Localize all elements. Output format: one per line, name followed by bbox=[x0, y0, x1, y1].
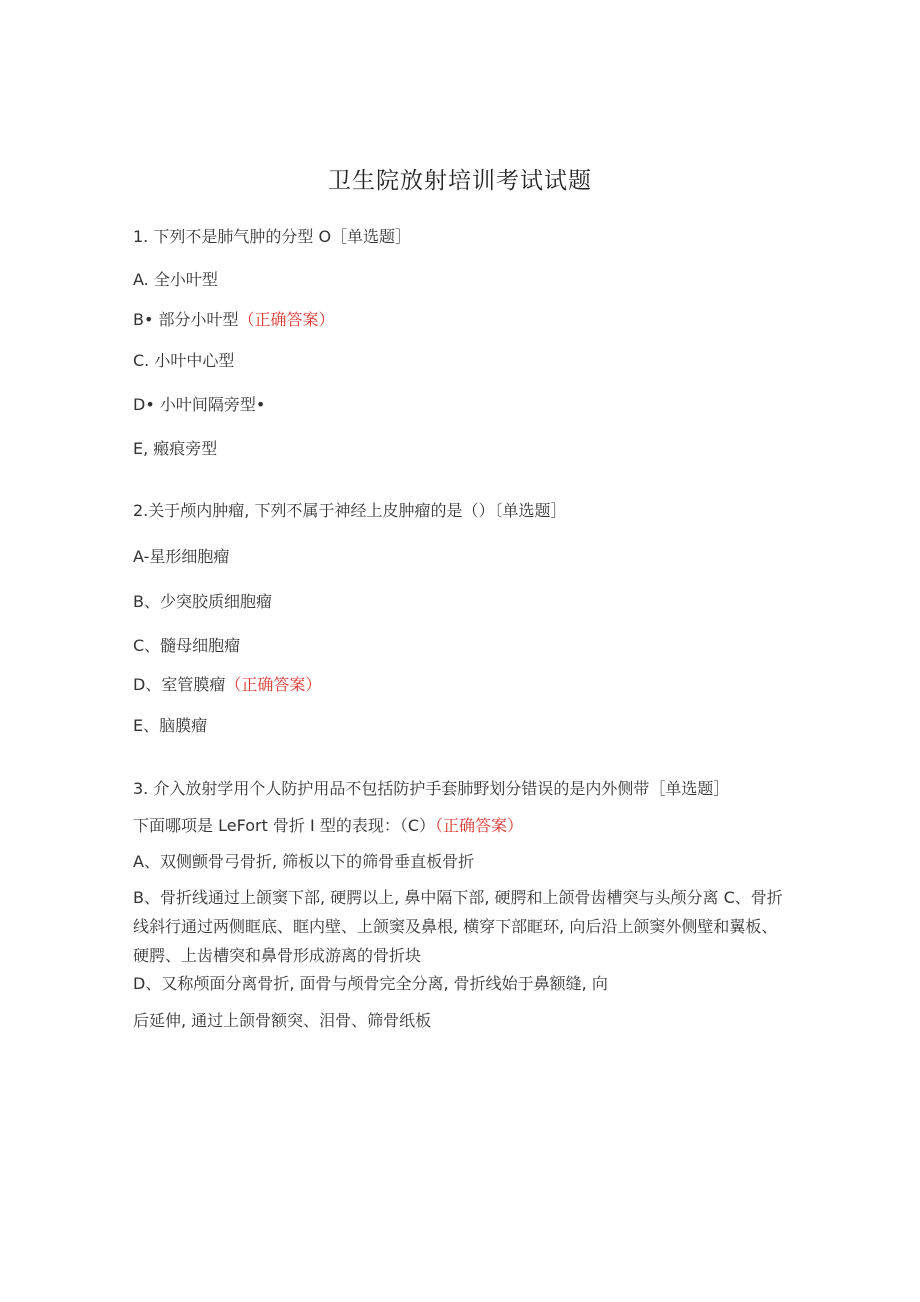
q3-option-b-c: B、骨折线通过上颌窦下部, 硬腭以上, 鼻中隔下部, 硬腭和上颌骨齿槽突与头颅分离 C、骨折线斜行通过两侧眶底、眶内壁、上颌窦及鼻根, 横穿下部眶环, 向后沿上颌窦外侧壁和翼板、硬腭、上齿槽突和鼻骨形成游离的骨折块 bbox=[133, 888, 783, 965]
q2-option-e: E、脑膜瘤 bbox=[133, 716, 208, 735]
q1-option-c: C. 小叶中心型 bbox=[133, 351, 235, 370]
question-2-text: 2.关于颅内肿瘤, 下列不属于神经上皮肿瘤的是（）〔单选题］ bbox=[133, 501, 567, 520]
q1-option-b bbox=[133, 310, 335, 330]
q2-option-c: C、髓母细胞瘤 bbox=[133, 636, 241, 655]
q1-option-b-text: B• 部分小叶型 bbox=[133, 310, 239, 329]
q2-option-b: B、少突胶质细胞瘤 bbox=[133, 592, 272, 611]
q2-option-a: A-星形细胞瘤 bbox=[133, 547, 230, 566]
q1-option-d: D• 小叶间隔旁型• bbox=[133, 395, 266, 414]
q3-option-d-continued: 后延伸, 通过上颌骨额突、泪骨、筛骨纸板 bbox=[133, 1011, 432, 1030]
question-1-text: 1. 下列不是肺气肿的分型 O［单选题］ bbox=[133, 227, 412, 246]
correct-answer-tag: （正确答案） bbox=[238, 310, 335, 329]
q1-option-e: E, 瘢痕旁型 bbox=[133, 439, 218, 458]
q2-option-d bbox=[133, 675, 321, 695]
question-3-text: 3. 介入放射学用个人防护用品不包括防护手套肺野划分错误的是内外侧带［单选题］ bbox=[133, 779, 730, 798]
q1-option-a: A. 全小叶型 bbox=[133, 270, 218, 289]
question-3-subquestion bbox=[133, 816, 523, 836]
correct-answer-tag: （正确答案） bbox=[225, 675, 322, 694]
q2-option-d-text: D、室管膜瘤 bbox=[133, 675, 226, 694]
q3-option-d: D、又称颅面分离骨折, 面骨与颅骨完全分离, 骨折线始于鼻额缝, 向 bbox=[133, 974, 608, 993]
q3-subquestion-text: 下面哪项是 LeFort 骨折 I 型的表现：（C） bbox=[133, 816, 435, 835]
q3-option-a: A、双侧颤骨弓骨折, 筛板以下的筛骨垂直板骨折 bbox=[133, 852, 475, 871]
correct-answer-tag: （正确答案） bbox=[435, 816, 524, 835]
page-title: 卫生院放射培训考试试题 bbox=[328, 168, 592, 194]
